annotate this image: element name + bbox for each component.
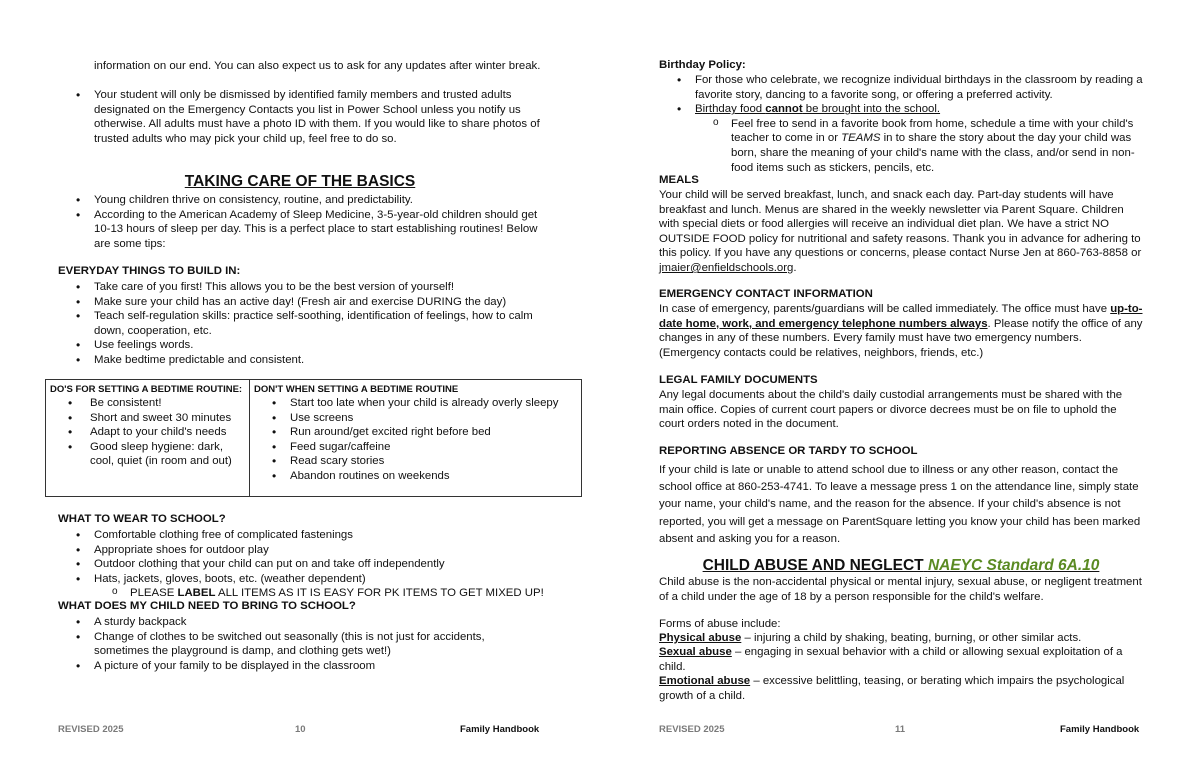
list-item: • A picture of your family to be displayed in the classroom bbox=[58, 659, 528, 674]
list-item: • Teach self-regulation skills: practice self-soothing, identification of feelings, how to calm down, cooperation, etc. bbox=[58, 309, 558, 338]
absence-heading: REPORTING ABSENCE OR TARDY TO SCHOOL bbox=[659, 445, 918, 457]
everyday-heading: EVERYDAY THINGS TO BUILD IN: bbox=[58, 265, 241, 277]
bring-list bbox=[58, 615, 528, 673]
legal-text: Any legal documents about the child's daily custodial arrangements must be shared with the main office. Copies of current court papers or divorce decrees must be on file to uphold the court orders noted in the document. bbox=[659, 389, 1123, 431]
donts-heading: DON'T WHEN SETTING A BEDTIME ROUTINE bbox=[254, 384, 459, 395]
abuse-definition: Child abuse is the non-accidental physical or mental injury, sexual abuse, or negligent treatment of a child under the age of 18 by a person responsible for the child's welfare. bbox=[659, 576, 1142, 603]
physical-abuse: Physical abuse – injuring a child by shaking, beating, burning, or other similar acts. bbox=[659, 632, 1082, 644]
footer-revised: REVISED 2025 bbox=[659, 724, 725, 735]
everyday-list bbox=[58, 280, 558, 368]
list-item: • Short and sweet 30 minutes bbox=[50, 411, 245, 426]
forms-intro: Forms of abuse include: bbox=[659, 618, 781, 630]
wear-list bbox=[58, 528, 558, 601]
list-item: • Comfortable clothing free of complicated fastenings bbox=[58, 528, 558, 543]
nurse-email-link[interactable]: jmaier@enfieldschools.org bbox=[659, 261, 794, 274]
list-item: • Young children thrive on consistency, routine, and predictability. bbox=[58, 193, 544, 208]
footer-revised: REVISED 2025 bbox=[58, 724, 124, 735]
dos-cell bbox=[46, 380, 250, 497]
list-item: • Use feelings words. bbox=[58, 338, 558, 353]
basics-list bbox=[58, 193, 544, 251]
bring-heading: WHAT DOES MY CHILD NEED TO BRING TO SCHOOL? bbox=[58, 600, 356, 612]
list-item: • Run around/get excited right before bed bbox=[254, 425, 577, 440]
list-item: • For those who celebrate, we recognize individual birthdays in the classroom by reading a favorite story, dancing to a favorite song, or offering a preferred activity. bbox=[659, 73, 1145, 102]
list-item: • Good sleep hygiene: dark, cool, quiet (in room and out) bbox=[50, 440, 245, 469]
list-item: • Make sure your child has an active day! (Fresh air and exercise DURING the day) bbox=[58, 295, 558, 310]
list-item: • Feed sugar/caffeine bbox=[254, 440, 577, 455]
donts-list bbox=[254, 396, 577, 484]
footer-page-number: 10 bbox=[295, 724, 306, 735]
meals-text: Your child will be served breakfast, lunch, and snack each day. Part-day students will have breakfast and lunch. Menus are shared in the weekly newsletter via Parent Square. Children with special diets or food allergies will receive an individual diet plan. We have a strict NO OUTSIDE FOOD policy for nutritional and safety reasons. Thank you in advance for adhering to this policy. If you have any questions or concerns, please contact Nurse Jen at 860-763-8858 or jmaier@enfieldschools.org. bbox=[659, 189, 1142, 274]
list-item: • Birthday food cannot be brought into the school. bbox=[659, 102, 1145, 117]
intro-continuation: information on our end. You can also expect us to ask for any updates after winter break. bbox=[94, 60, 541, 72]
wear-heading: WHAT TO WEAR TO SCHOOL? bbox=[58, 513, 226, 525]
list-item: • Your student will only be dismissed by identified family members and trusted adults designated on the Emergency Contacts you list in Power School unless you notify us otherwise. All adults must have a photo ID with them. If you would like to share photos of trusted adults who may pick your child up, feel free to do so. bbox=[58, 88, 544, 146]
dos-list bbox=[50, 396, 245, 469]
list-item: • Outdoor clothing that your child can put on and take off independently bbox=[58, 557, 558, 572]
sexual-abuse: Sexual abuse – engaging in sexual behavior with a child or allowing sexual exploitation of a child. bbox=[659, 646, 1123, 673]
list-item: • Be consistent! bbox=[50, 396, 245, 411]
emergency-heading: EMERGENCY CONTACT INFORMATION bbox=[659, 288, 873, 300]
list-item: • Appropriate shoes for outdoor play bbox=[58, 543, 558, 558]
abuse-title: CHILD ABUSE AND NEGLECT NAEYC Standard 6A.10 bbox=[702, 557, 1100, 574]
dismissal-list bbox=[58, 88, 544, 146]
emotional-abuse: Emotional abuse – excessive belittling, teasing, or berating which impairs the psychological growth of a child. bbox=[659, 675, 1125, 702]
birthday-sub-item: o Feel free to send in a favorite book from home, schedule a time with your child's teacher to come in or TEAMS in to share the story about the day your child was born, share the meaning of your child's name with the class, and/or send in non-food items such as stickers, pencils, etc. bbox=[659, 117, 1145, 175]
meals-heading: MEALS bbox=[659, 174, 699, 186]
absence-text: If your child is late or unable to attend school due to illness or any other reason, contact the school office at 860-253-4741. To leave a message press 1 on the attendance line, simply state your name, your child's name, and the reason for the absence. If your child's absence is not reported, you will get a message on ParentSquare letting you know your child has been marked absent and asking you for a reason. bbox=[659, 464, 1141, 545]
footer-title: Family Handbook bbox=[460, 724, 540, 735]
list-item: • A sturdy backpack bbox=[58, 615, 528, 630]
right-page bbox=[600, 0, 1200, 776]
legal-heading: LEGAL FAMILY DOCUMENTS bbox=[659, 374, 818, 386]
emergency-text: In case of emergency, parents/guardians will be called immediately. The office must have up-to-date home, work, and emergency telephone numbers always. Please notify the office of any changes in any of these numbers. Every family must have two emergency numbers. (Emergency contacts could be relatives, neighbors, friends, etc.) bbox=[659, 303, 1143, 359]
donts-cell bbox=[250, 380, 582, 497]
birthday-heading: Birthday Policy: bbox=[659, 59, 746, 71]
list-item: • Use screens bbox=[254, 411, 577, 426]
list-item: • Hats, jackets, gloves, boots, etc. (weather dependent) bbox=[58, 572, 558, 587]
list-item: • According to the American Academy of Sleep Medicine, 3-5-year-old children should get 10-13 hours of sleep per day. This is a perfect place to start establishing routines! Below are some tips: bbox=[58, 208, 544, 252]
list-item: • Start too late when your child is already overly sleepy bbox=[254, 396, 577, 411]
list-item: • Read scary stories bbox=[254, 454, 577, 469]
dos-heading: DO'S FOR SETTING A BEDTIME ROUTINE: bbox=[50, 384, 243, 395]
label-reminder: o PLEASE LABEL ALL ITEMS AS IT IS EASY FOR PK ITEMS TO GET MIXED UP! bbox=[58, 586, 558, 601]
list-item: • Take care of you first! This allows you to be the best version of yourself! bbox=[58, 280, 558, 295]
footer-title: Family Handbook bbox=[1060, 724, 1140, 735]
list-item: • Make bedtime predictable and consistent. bbox=[58, 353, 558, 368]
basics-title: TAKING CARE OF THE BASICS bbox=[184, 173, 416, 190]
list-item: • Change of clothes to be switched out seasonally (this is not just for accidents, sometimes the playground is damp, and clothing gets wet!) bbox=[58, 630, 528, 659]
list-item: • Adapt to your child's needs bbox=[50, 425, 245, 440]
list-item: • Abandon routines on weekends bbox=[254, 469, 577, 484]
footer-page-number: 11 bbox=[895, 724, 906, 735]
naeyc-standard: NAEYC Standard 6A.10 bbox=[927, 557, 1100, 574]
bedtime-routine-table bbox=[45, 379, 582, 497]
birthday-list bbox=[659, 73, 1145, 175]
